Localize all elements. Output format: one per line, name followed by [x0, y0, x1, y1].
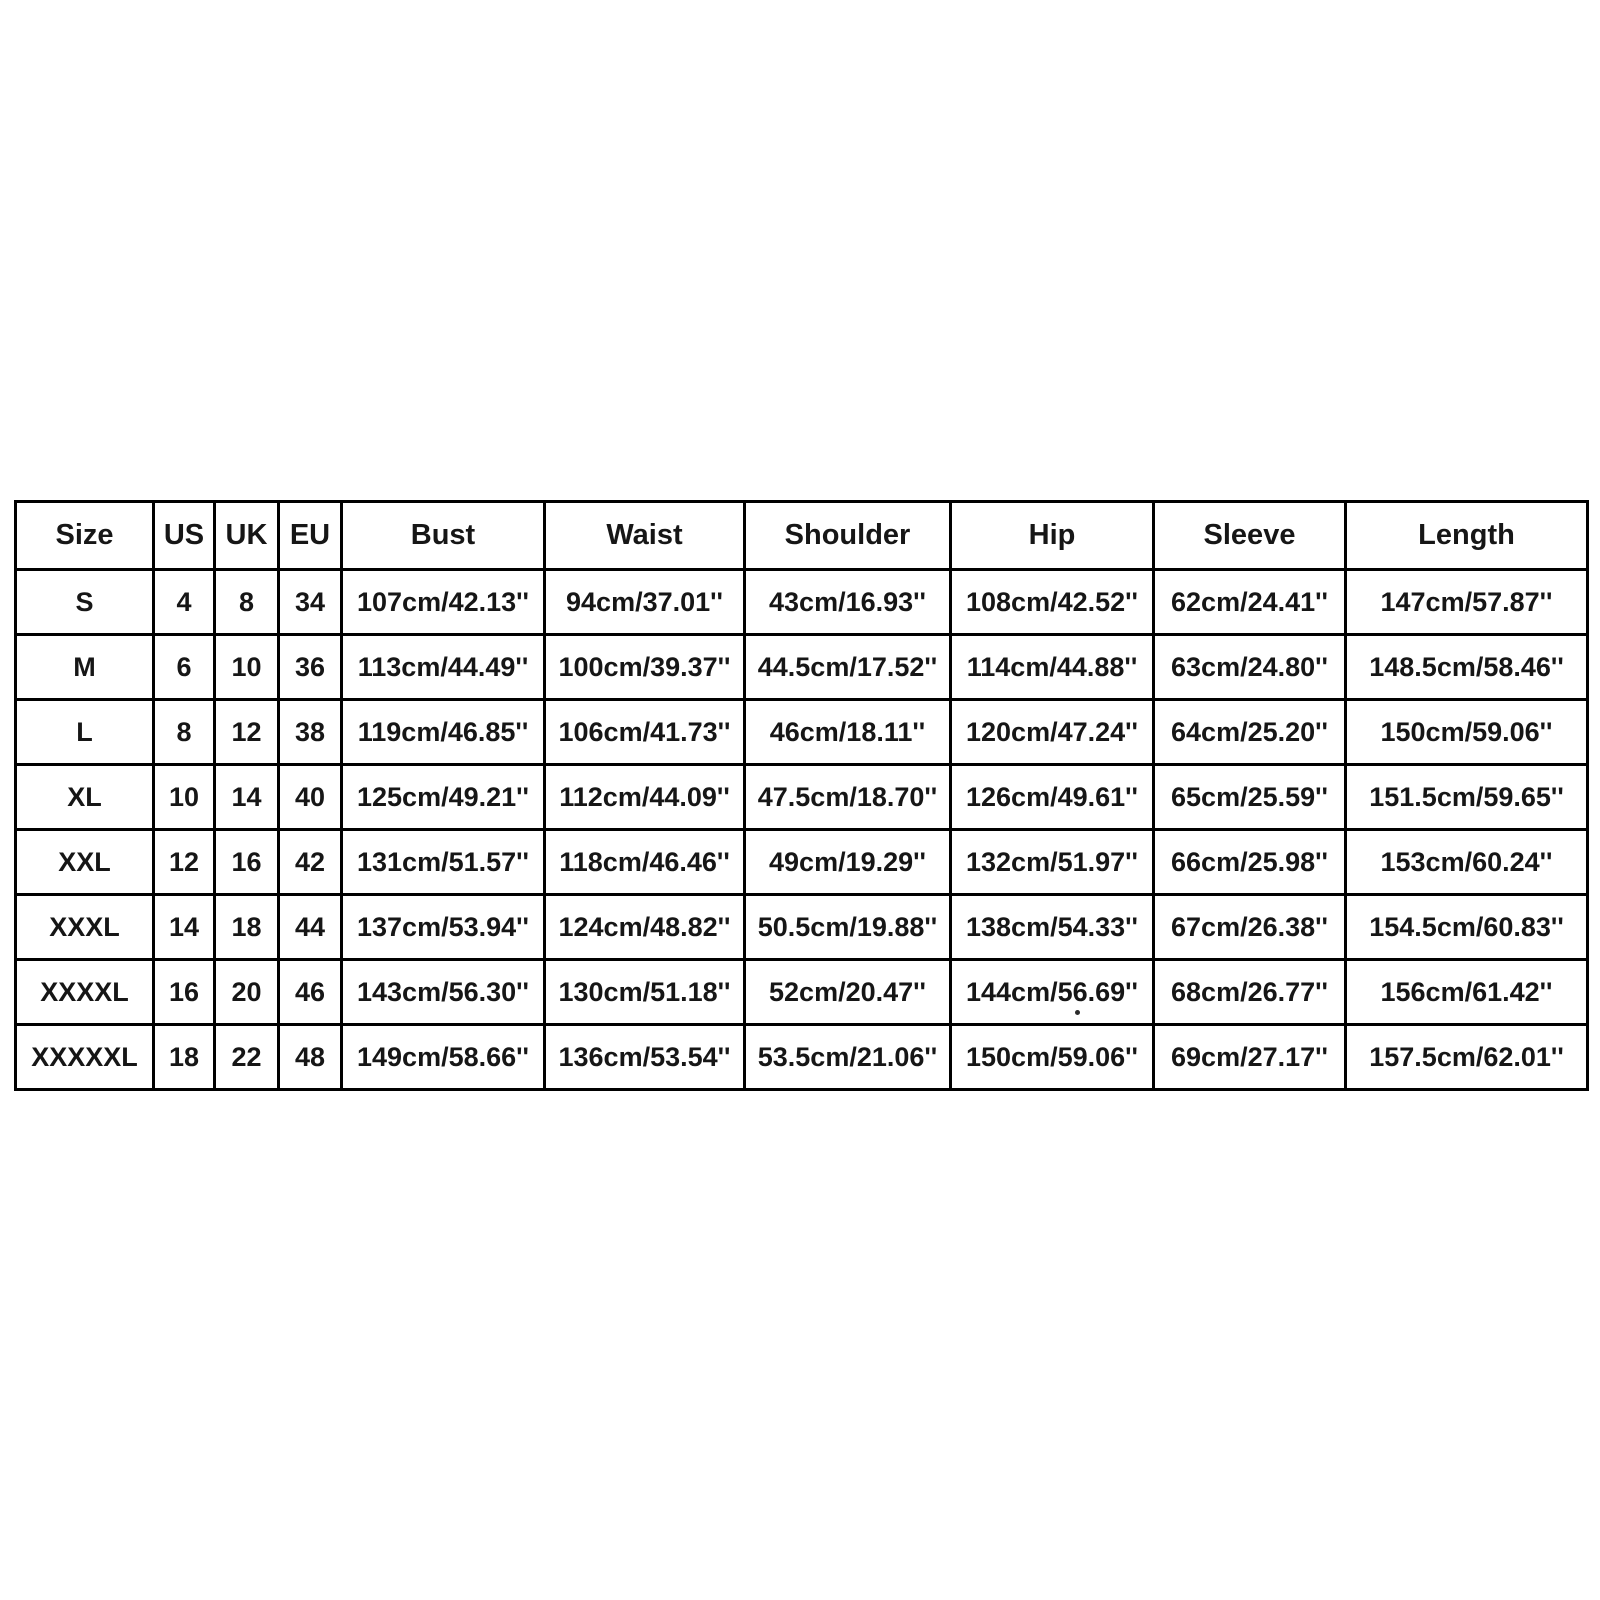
table-cell: 138cm/54.33''	[951, 895, 1154, 960]
col-header-shoulder: Shoulder	[745, 502, 951, 570]
table-cell: 6	[154, 635, 215, 700]
col-header-hip: Hip	[951, 502, 1154, 570]
table-cell: 20	[215, 960, 279, 1025]
col-header-uk: UK	[215, 502, 279, 570]
table-cell: 18	[154, 1025, 215, 1090]
table-cell: 125cm/49.21''	[342, 765, 545, 830]
table-cell: 147cm/57.87''	[1346, 570, 1588, 635]
header-row	[16, 502, 1588, 570]
table-row-xl	[16, 765, 1588, 830]
table-cell: 34	[279, 570, 342, 635]
table-cell: 124cm/48.82''	[545, 895, 745, 960]
size-label-cell: XXL	[16, 830, 154, 895]
table-cell: 4	[154, 570, 215, 635]
table-cell: 149cm/58.66''	[342, 1025, 545, 1090]
table-cell: 36	[279, 635, 342, 700]
table-cell: 43cm/16.93''	[745, 570, 951, 635]
table-cell: 44	[279, 895, 342, 960]
table-row-m	[16, 635, 1588, 700]
table-cell: 52cm/20.47''	[745, 960, 951, 1025]
table-cell: 69cm/27.17''	[1154, 1025, 1346, 1090]
table-row-l	[16, 700, 1588, 765]
table-row-xxl	[16, 830, 1588, 895]
table-cell: 137cm/53.94''	[342, 895, 545, 960]
table-cell: 46cm/18.11''	[745, 700, 951, 765]
table-cell: 14	[215, 765, 279, 830]
table-cell: 157.5cm/62.01''	[1346, 1025, 1588, 1090]
table-cell: 113cm/44.49''	[342, 635, 545, 700]
col-header-waist: Waist	[545, 502, 745, 570]
size-label-cell: XXXXL	[16, 960, 154, 1025]
table-cell: 42	[279, 830, 342, 895]
col-header-size: Size	[16, 502, 154, 570]
table-cell: 107cm/42.13''	[342, 570, 545, 635]
table-cell: 16	[215, 830, 279, 895]
table-cell: 108cm/42.52''	[951, 570, 1154, 635]
table-cell: 153cm/60.24''	[1346, 830, 1588, 895]
table-cell: 12	[154, 830, 215, 895]
table-cell: 112cm/44.09''	[545, 765, 745, 830]
table-cell: 144cm/56.69''	[951, 960, 1154, 1025]
table-cell: 10	[154, 765, 215, 830]
table-cell: 136cm/53.54''	[545, 1025, 745, 1090]
table-cell: 53.5cm/21.06''	[745, 1025, 951, 1090]
table-cell: 143cm/56.30''	[342, 960, 545, 1025]
table-cell: 119cm/46.85''	[342, 700, 545, 765]
table-cell: 47.5cm/18.70''	[745, 765, 951, 830]
table-cell: 106cm/41.73''	[545, 700, 745, 765]
size-label-cell: XXXL	[16, 895, 154, 960]
table-cell: 65cm/25.59''	[1154, 765, 1346, 830]
table-cell: 63cm/24.80''	[1154, 635, 1346, 700]
table-cell: 151.5cm/59.65''	[1346, 765, 1588, 830]
table-cell: 120cm/47.24''	[951, 700, 1154, 765]
col-header-bust: Bust	[342, 502, 545, 570]
table-cell: 100cm/39.37''	[545, 635, 745, 700]
size-label-cell: S	[16, 570, 154, 635]
table-cell: 150cm/59.06''	[951, 1025, 1154, 1090]
table-cell: 44.5cm/17.52''	[745, 635, 951, 700]
size-label-cell: XXXXXL	[16, 1025, 154, 1090]
table-cell: 66cm/25.98''	[1154, 830, 1346, 895]
table-cell: 50.5cm/19.88''	[745, 895, 951, 960]
table-cell: 48	[279, 1025, 342, 1090]
col-header-length: Length	[1346, 502, 1588, 570]
table-cell: 126cm/49.61''	[951, 765, 1154, 830]
table-cell: 10	[215, 635, 279, 700]
table-cell: 38	[279, 700, 342, 765]
table-cell: 46	[279, 960, 342, 1025]
size-label-cell: L	[16, 700, 154, 765]
table-cell: 154.5cm/60.83''	[1346, 895, 1588, 960]
table-row-xxxxxl	[16, 1025, 1588, 1090]
table-cell: 16	[154, 960, 215, 1025]
table-cell: 131cm/51.57''	[342, 830, 545, 895]
table-cell: 12	[215, 700, 279, 765]
table-cell: 67cm/26.38''	[1154, 895, 1346, 960]
table-cell: 14	[154, 895, 215, 960]
col-header-us: US	[154, 502, 215, 570]
table-row-s	[16, 570, 1588, 635]
table-cell: 94cm/37.01''	[545, 570, 745, 635]
table-row-xxxxl	[16, 960, 1588, 1025]
table-cell: 150cm/59.06''	[1346, 700, 1588, 765]
table-cell: 40	[279, 765, 342, 830]
size-label-cell: XL	[16, 765, 154, 830]
table-cell: 148.5cm/58.46''	[1346, 635, 1588, 700]
table-cell: 8	[215, 570, 279, 635]
size-label-cell: M	[16, 635, 154, 700]
size-chart-table	[14, 500, 1589, 1091]
table-cell: 18	[215, 895, 279, 960]
col-header-sleeve: Sleeve	[1154, 502, 1346, 570]
table-cell: 114cm/44.88''	[951, 635, 1154, 700]
table-cell: 62cm/24.41''	[1154, 570, 1346, 635]
table-cell: 64cm/25.20''	[1154, 700, 1346, 765]
col-header-eu: EU	[279, 502, 342, 570]
table-cell: 68cm/26.77''	[1154, 960, 1346, 1025]
table-cell: 156cm/61.42''	[1346, 960, 1588, 1025]
table-cell: 8	[154, 700, 215, 765]
table-cell: 49cm/19.29''	[745, 830, 951, 895]
table-row-xxxl	[16, 895, 1588, 960]
table-cell: 132cm/51.97''	[951, 830, 1154, 895]
stray-dot-artifact	[1075, 1010, 1080, 1015]
table-cell: 130cm/51.18''	[545, 960, 745, 1025]
table-cell: 118cm/46.46''	[545, 830, 745, 895]
table-cell: 22	[215, 1025, 279, 1090]
